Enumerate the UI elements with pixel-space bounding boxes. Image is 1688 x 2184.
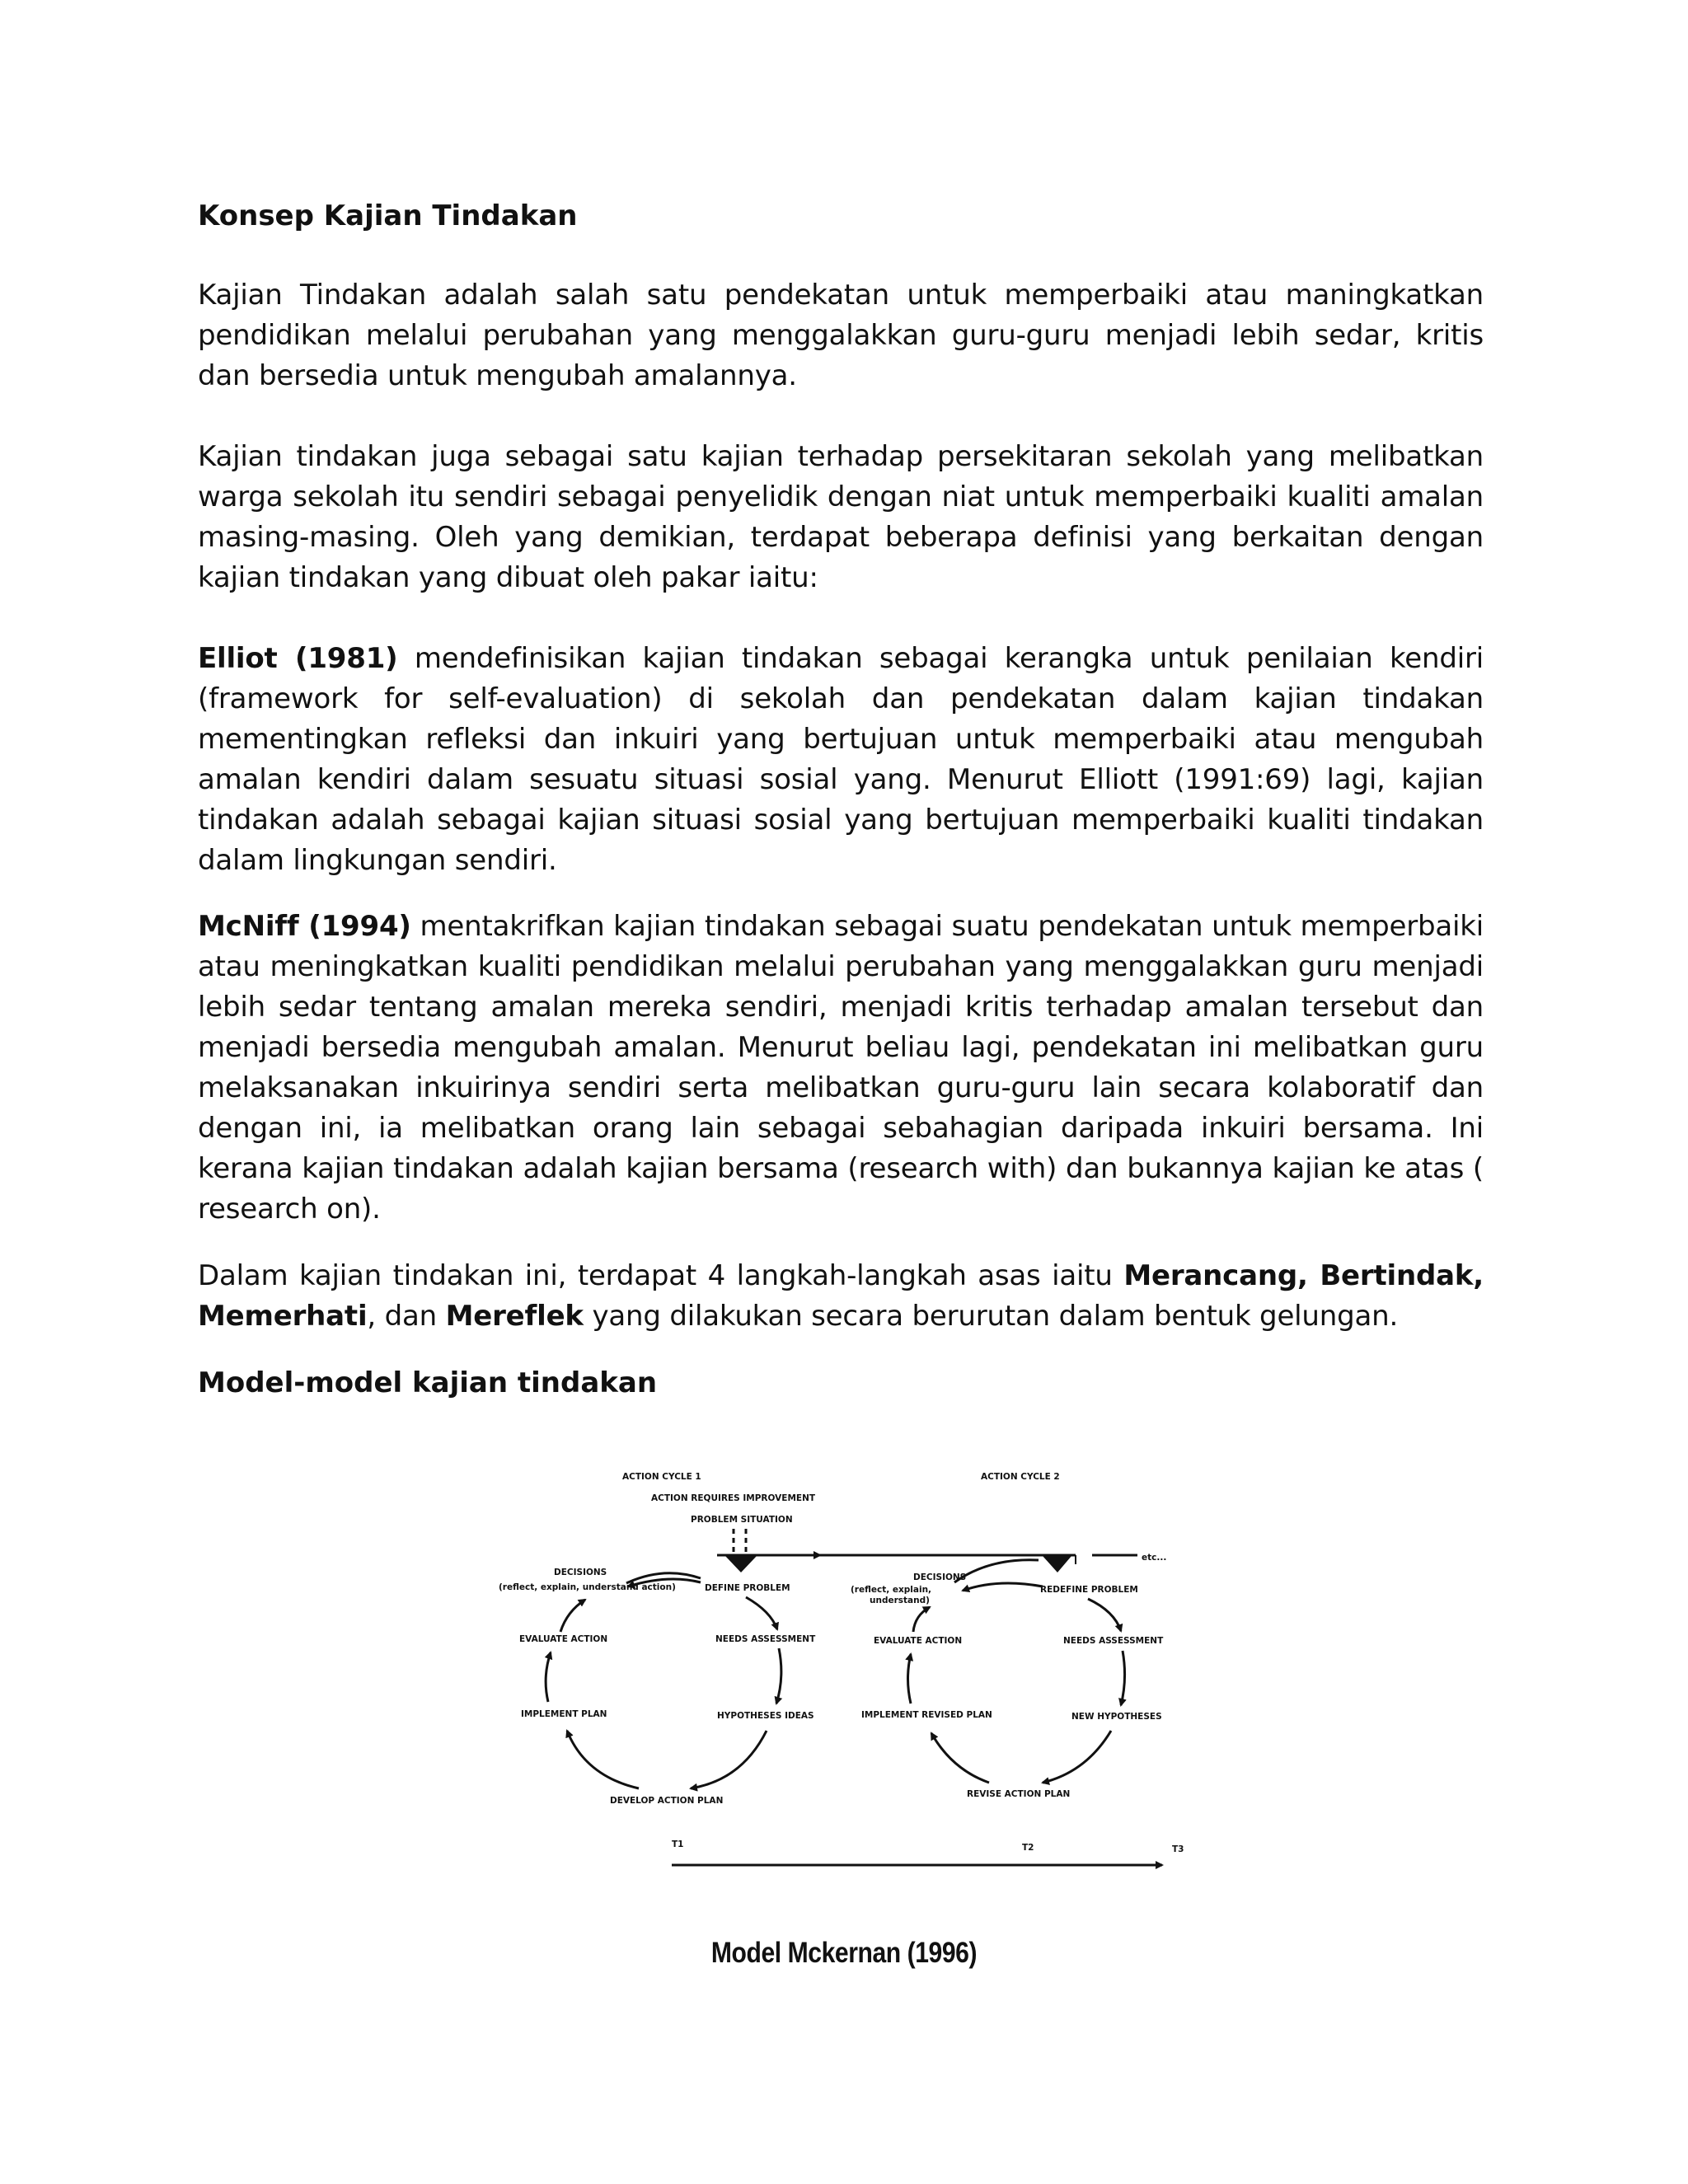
mckernan-model-diagram xyxy=(495,1446,1187,1908)
label-action-cycle-1: ACTION CYCLE 1 xyxy=(622,1472,701,1482)
paragraph-definition-context: Kajian tindakan juga sebagai satu kajian terhadap persekitaran sekolah yang melibatkan warga sekolah itu sendiri sebagai penyelidik dengan niat untuk memperbaiki kualiti amalan masing-masing. Oleh yang demikian, terdapat beberapa definisi yang berkaitan dengan kajian tindakan yang dibuat oleh pakar iaitu: xyxy=(198,440,1484,594)
label-redefine-problem: REDEFINE PROBLEM xyxy=(1040,1585,1138,1595)
arrow-needs-to-hypotheses xyxy=(776,1648,781,1704)
document-body xyxy=(198,196,1484,1403)
steps-bold-2: Mereflek xyxy=(445,1300,584,1333)
arrow-redefine-to-needs-2 xyxy=(1088,1599,1121,1631)
redefine-problem-thick-arrow xyxy=(1043,1556,1071,1572)
paragraph-mcniff xyxy=(198,907,1484,1230)
label-revise-action-plan: REVISE ACTION PLAN xyxy=(967,1789,1071,1799)
label-decisions-2-sub2: understand) xyxy=(870,1596,930,1605)
arrow-needs-2-to-new-hypotheses xyxy=(1121,1651,1125,1705)
label-problem-situation: PROBLEM SITUATION xyxy=(691,1515,793,1525)
label-decisions-2-sub1: (reflect, explain, xyxy=(851,1585,932,1595)
label-implement-plan: IMPLEMENT PLAN xyxy=(521,1709,607,1719)
label-implement-revised-plan: IMPLEMENT REVISED PLAN xyxy=(861,1710,992,1720)
arrow-develop-to-implement xyxy=(567,1731,639,1788)
paragraph-steps xyxy=(198,1256,1484,1337)
steps-bold-1: Merancang, Bertindak, Memerhati xyxy=(198,1259,1484,1333)
paragraph-intro: Kajian Tindakan adalah salah satu pendekatan untuk memperbaiki atau maningkatkan pendidikan melalui perubahan yang menggalakkan guru-guru menjadi lebih sedar, kritis dan bersedia untuk mengubah amalannya. xyxy=(198,279,1484,392)
arrow-hypotheses-to-develop xyxy=(691,1731,767,1788)
label-hypotheses-ideas: HYPOTHESES IDEAS xyxy=(717,1711,814,1721)
arrow-implement-2-to-evaluate-2 xyxy=(908,1654,912,1704)
label-decisions-2: DECISIONS xyxy=(913,1572,967,1582)
label-action-cycle-2: ACTION CYCLE 2 xyxy=(981,1472,1060,1482)
page-title: Konsep Kajian Tindakan xyxy=(198,199,578,232)
author-mcniff: McNiff (1994) xyxy=(198,910,411,943)
arrow-evaluate-to-decisions xyxy=(560,1600,585,1632)
author-elliot: Elliot (1981) xyxy=(198,642,398,675)
arrow-revise-to-implement-2 xyxy=(931,1733,989,1783)
label-evaluate-action-1: EVALUATE ACTION xyxy=(519,1634,608,1644)
paragraph-elliot xyxy=(198,639,1484,881)
label-decisions-1-sub: (reflect, explain, understand action) xyxy=(499,1582,676,1592)
arrow-evaluate-2-to-decisions-2 xyxy=(913,1607,930,1632)
label-develop-action-plan: DEVELOP ACTION PLAN xyxy=(610,1796,724,1806)
label-define-problem: DEFINE PROBLEM xyxy=(705,1583,790,1593)
label-needs-assessment-2: NEEDS ASSESSMENT xyxy=(1063,1636,1164,1646)
arrow-new-hypotheses-to-revise xyxy=(1043,1731,1111,1783)
arrow-to-decisions-2 xyxy=(963,1583,1043,1591)
steps-text-c: , dan xyxy=(367,1300,446,1333)
label-t3: T3 xyxy=(1172,1844,1184,1854)
arrow-implement-to-evaluate xyxy=(546,1652,551,1702)
steps-text-a: Dalam kajian tindakan ini, terdapat 4 langkah-langkah asas iaitu xyxy=(198,1259,1124,1292)
label-t1: T1 xyxy=(672,1840,684,1849)
paragraph-elliot-text: mendefinisikan kajian tindakan sebagai kerangka untuk penilaian kendiri (framework for self-evaluation) di sekolah dan pendekatan dalam kajian tindakan mementingkan refleksi dan inkuiri yang bertujuan untuk memperbaiki atau mengubah amalan kendiri dalam sesuatu situasi sosial yang. Menurut Elliott (1991:69) lagi, kajian tindakan adalah sebagai kajian situasi sosial yang bertujuan memperbaiki kualiti tindakan dalam lingkungan sendiri. xyxy=(198,642,1484,877)
label-t2: T2 xyxy=(1022,1843,1034,1853)
action-cycle-figure xyxy=(495,1446,1187,1908)
label-decisions-1: DECISIONS xyxy=(554,1568,607,1577)
label-needs-assessment-1: NEEDS ASSESSMENT xyxy=(715,1634,816,1644)
label-evaluate-action-2: EVALUATE ACTION xyxy=(874,1636,963,1646)
define-problem-thick-arrow xyxy=(725,1556,757,1572)
steps-text-d: yang dilakukan secara berurutan dalam bentuk gelungan. xyxy=(583,1300,1399,1333)
label-action-requires-improvement: ACTION REQUIRES IMPROVEMENT xyxy=(651,1493,816,1503)
arrow-define-to-needs xyxy=(746,1597,777,1629)
models-heading: Model-model kajian tindakan xyxy=(198,1366,658,1399)
paragraph-mcniff-text: mentakrifkan kajian tindakan sebagai suatu pendekatan untuk memperbaiki atau meningkatkan kualiti pendidikan melalui perubahan yang menggalakkan guru menjadi lebih sedar tentang amalan mereka sendiri, menjadi kritis terhadap amalan tersebut dan menjadi bersedia mengubah amalan. Menurut beliau lagi, pendekatan ini melibatkan guru melaksanakan inkuirinya sendiri serta melibatkan guru-guru lain secara kolaboratif dan dengan ini, ia melibatkan orang lain sebagai sebahagian daripada inkuiri bersama. Ini kerana kajian tindakan adalah kajian bersama (research with) dan bukannya kajian ke atas ( research on). xyxy=(198,910,1484,1226)
arc-decisions-2-top xyxy=(954,1560,1039,1582)
label-etc: etc... xyxy=(1142,1553,1167,1563)
figure-caption: Model Mckernan (1996) xyxy=(710,1937,978,1969)
label-new-hypotheses: NEW HYPOTHESES xyxy=(1071,1712,1162,1722)
